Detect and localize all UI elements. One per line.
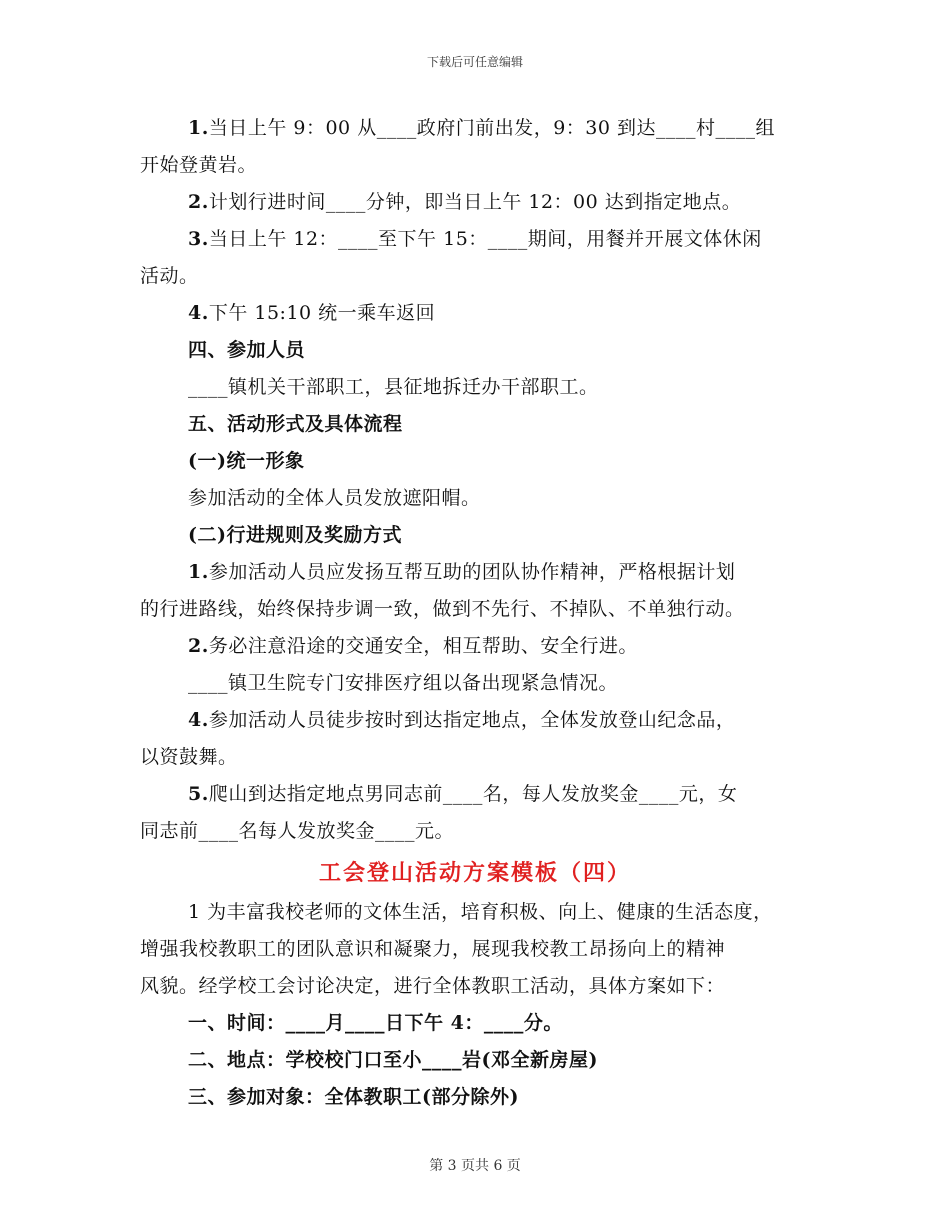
item-text: 下午 15:10 统一乘车返回 bbox=[208, 302, 436, 324]
list-item-2 bbox=[188, 634, 638, 658]
subsection-heading-1: (一)统一形象 bbox=[188, 450, 305, 472]
section-heading-participants: 三、参加对象：全体教职工(部分除外) bbox=[188, 1086, 519, 1108]
item-text: 参加活动人员徒步按时到达指定地点，全体发放登山纪念品， bbox=[208, 709, 736, 731]
paragraph-line: 同志前____名每人发放奖金____元。 bbox=[140, 820, 455, 842]
item-text: 爬山到达指定地点男同志前____名，每人发放奖金____元，女 bbox=[208, 783, 738, 805]
paragraph-line: 风貌。经学校工会讨论决定，进行全体教职工活动，具体方案如下： bbox=[140, 975, 726, 997]
paragraph-line: 1 为丰富我校老师的文体生活，培育积极、向上、健康的生活态度， bbox=[188, 901, 773, 923]
subsection-heading-2: (二)行进规则及奖励方式 bbox=[188, 524, 402, 546]
item-number: 1. bbox=[188, 117, 209, 139]
item-number: 1. bbox=[188, 561, 209, 583]
paragraph-line: 的行进路线，始终保持步调一致，做到不先行、不掉队、不单独行动。 bbox=[140, 598, 745, 620]
paragraph-line: 参加活动的全体人员发放遮阳帽。 bbox=[188, 487, 481, 509]
page-header: 下载后可任意编辑 bbox=[426, 55, 523, 69]
section-heading-time: 一、时间：____月____日下午 4：____分。 bbox=[188, 1012, 563, 1034]
list-item-5 bbox=[188, 782, 737, 806]
item-text: 务必注意沿途的交通安全，相互帮助、安全行进。 bbox=[208, 635, 638, 657]
item-number: 2. bbox=[188, 635, 209, 657]
list-item-4 bbox=[188, 708, 735, 732]
section-heading-location: 二、地点：学校校门口至小____岩(邓全新房屋) bbox=[188, 1049, 598, 1071]
item-number: 5. bbox=[188, 783, 209, 805]
item-text: 计划行进时间____分钟，即当日上午 12：00 达到指定地点。 bbox=[208, 191, 742, 213]
paragraph-line: ____镇卫生院专门安排医疗组以备出现紧急情况。 bbox=[188, 672, 619, 694]
paragraph-line: 增强我校教职工的团队意识和凝聚力，展现我校教工昂扬向上的精神 bbox=[140, 938, 726, 960]
item-text: 当日上午 12：____至下午 15：____期间，用餐并开展文体休闲 bbox=[208, 228, 762, 250]
paragraph-line: 开始登黄岩。 bbox=[140, 154, 258, 176]
list-item-1 bbox=[188, 560, 735, 584]
page-footer: 第 3 页共 6 页 bbox=[429, 1158, 521, 1174]
item-number: 4. bbox=[188, 302, 209, 324]
item-number: 3. bbox=[188, 228, 209, 250]
item-number: 4. bbox=[188, 709, 209, 731]
paragraph-line: ____镇机关干部职工，县征地拆迁办干部职工。 bbox=[188, 376, 599, 398]
section-title: 工会登山活动方案模板（四） bbox=[318, 860, 631, 886]
list-item-4 bbox=[188, 301, 435, 325]
paragraph-line: 以资鼓舞。 bbox=[140, 746, 238, 768]
item-number: 2. bbox=[188, 191, 209, 213]
section-heading-5: 五、活动形式及具体流程 bbox=[188, 413, 403, 435]
section-heading-4: 四、参加人员 bbox=[188, 339, 306, 361]
item-text: 当日上午 9：00 从____政府门前出发，9：30 到达____村____组 bbox=[208, 117, 775, 139]
item-text: 参加活动人员应发扬互帮互助的团队协作精神，严格根据计划 bbox=[208, 561, 736, 583]
list-item-3 bbox=[188, 227, 762, 251]
paragraph-line: 活动。 bbox=[140, 265, 199, 287]
list-item-2 bbox=[188, 190, 741, 214]
list-item-1 bbox=[188, 116, 775, 140]
